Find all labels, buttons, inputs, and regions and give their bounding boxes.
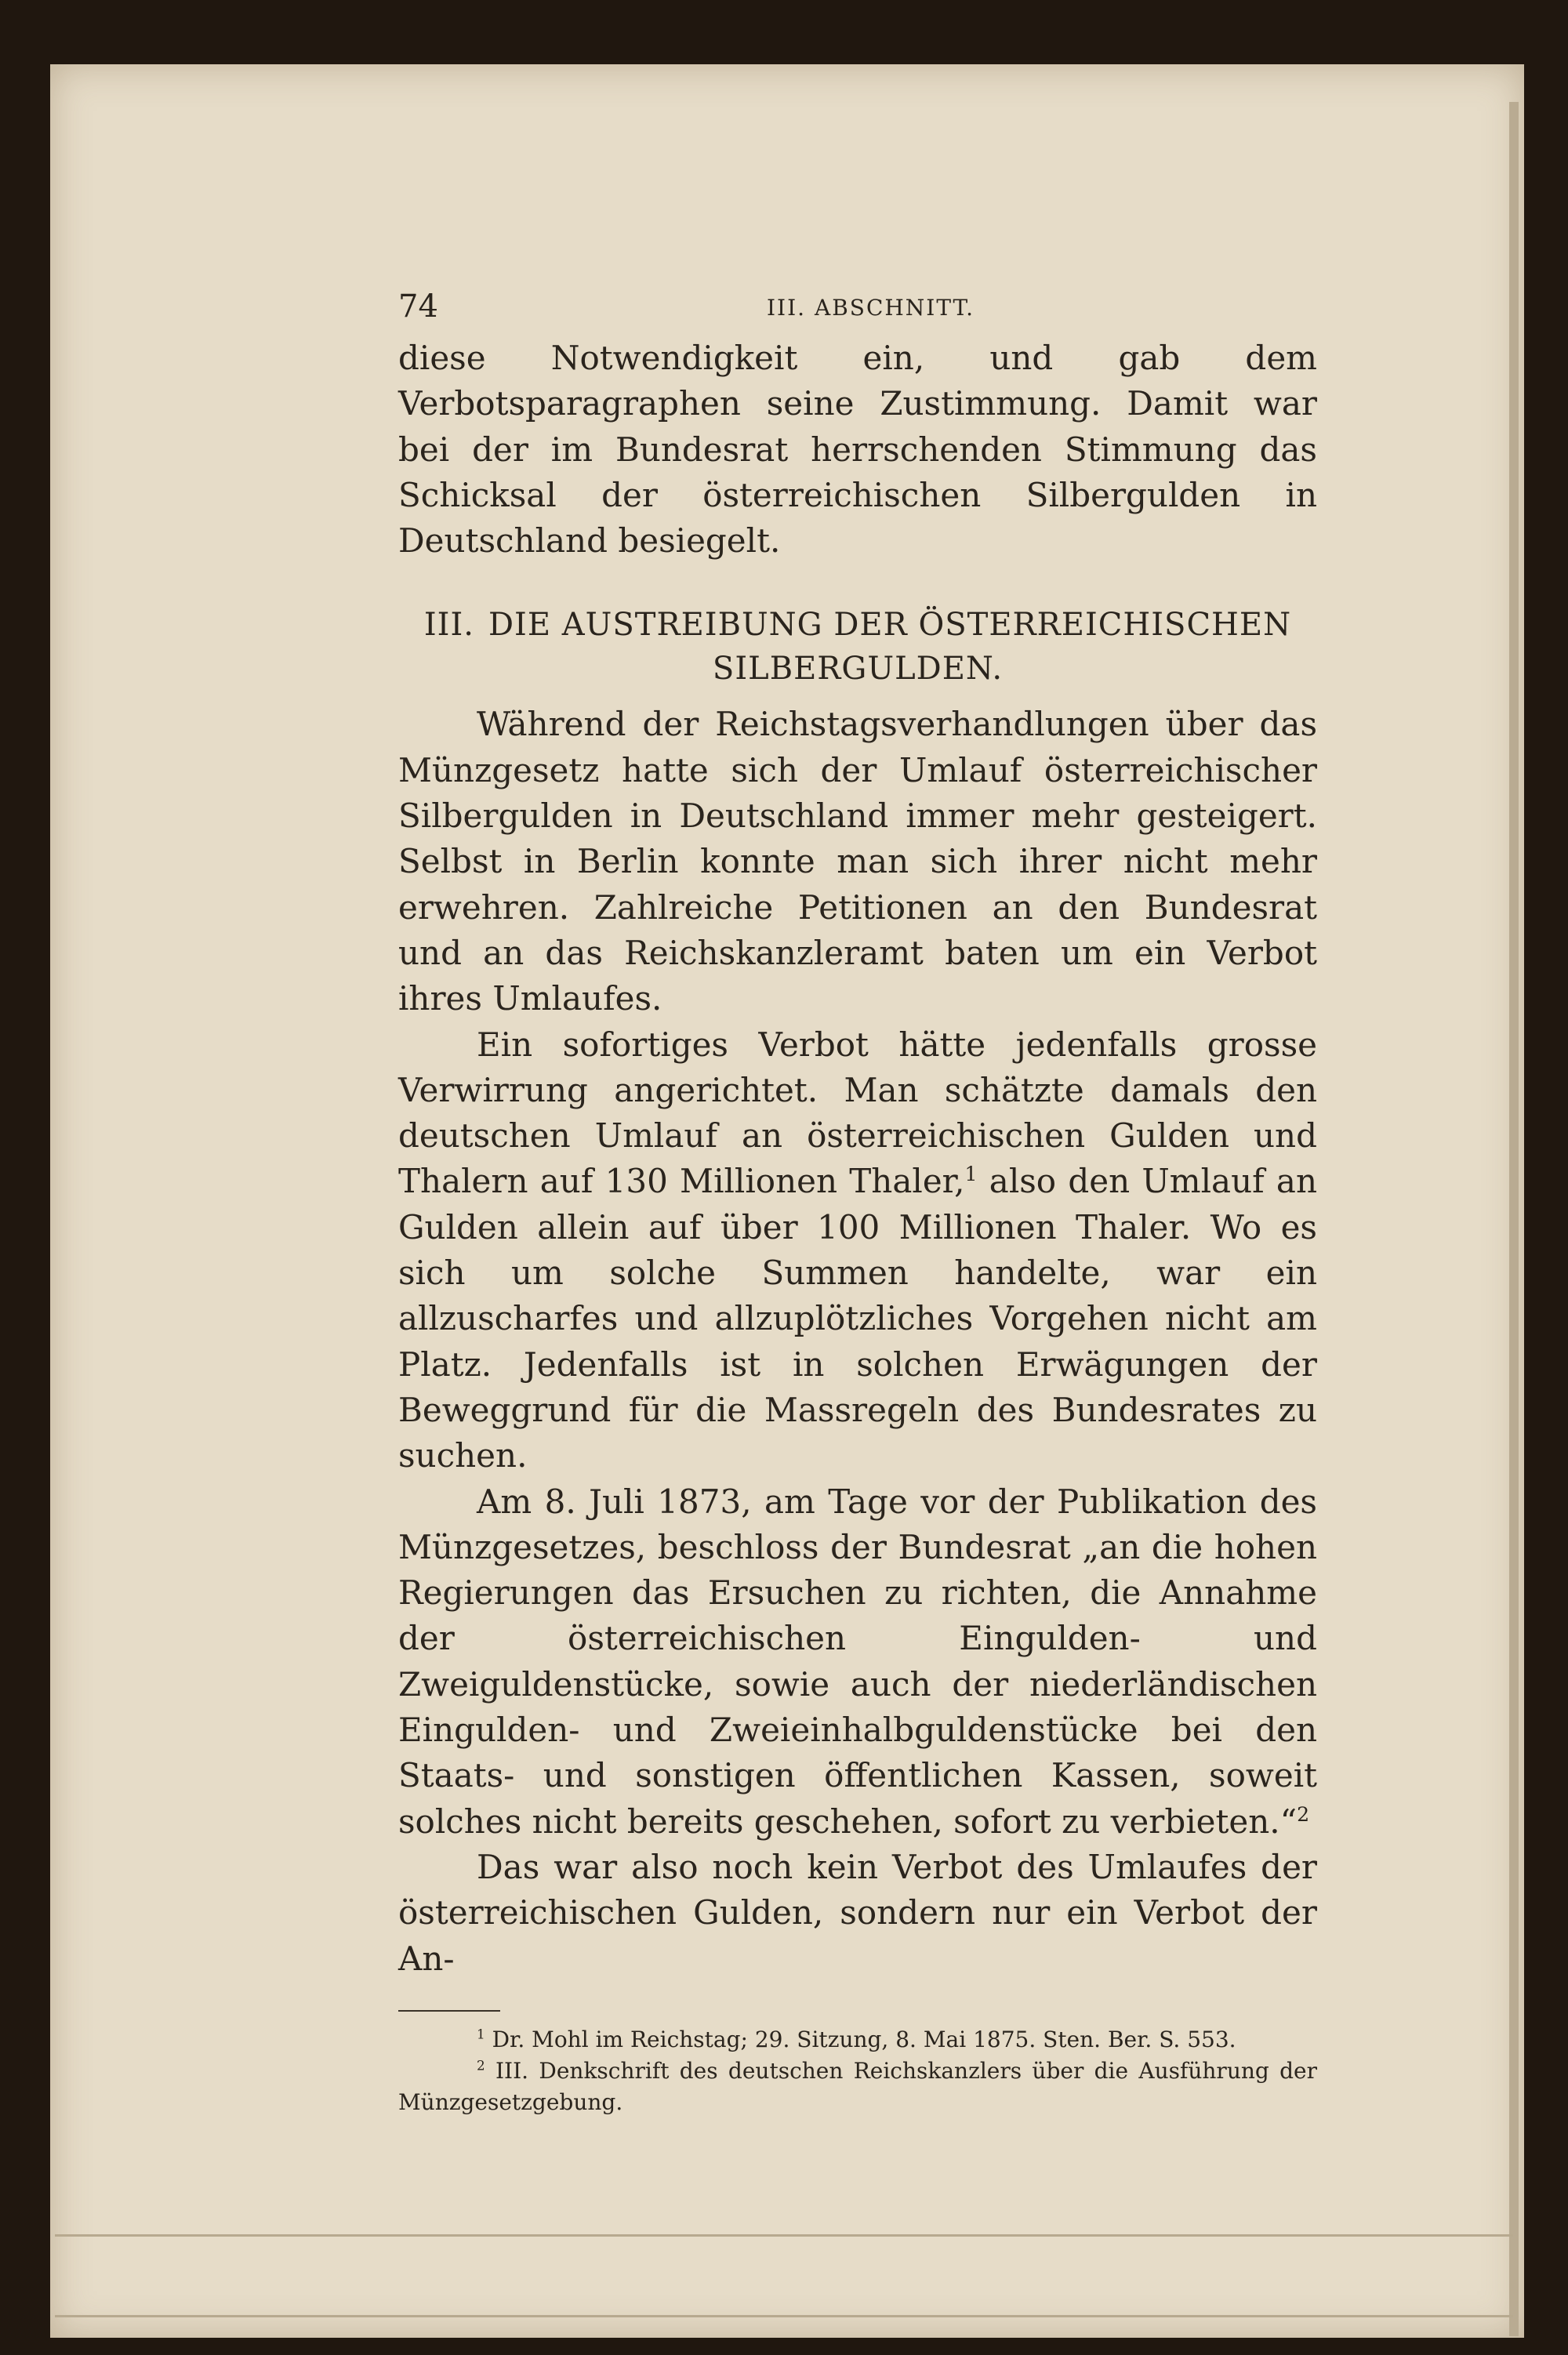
- footnote-marker-1: 1: [477, 2026, 485, 2042]
- footnote-2: [398, 2056, 1317, 2118]
- page-edge: [1509, 102, 1519, 2336]
- footnote-ref-2: 2: [1297, 1802, 1310, 1826]
- footnote-1-text: Dr. Mohl im Reichstag; 29. Sitzung, 8. Mai 1875. Sten. Ber. S. 553.: [492, 2026, 1236, 2052]
- section-number: III.: [423, 607, 474, 644]
- paragraph-2-text-b: also den Umlauf an Gulden allein auf über 100 Millionen Thaler. Wo es sich um solche Summen handelte, war ein allzuscharfes und allzuplötzliches Vorgehen nicht am Platz. Jedenfalls ist in solchen Erwägungen der Beweggrund für die Massregeln des Bundesrates zu suchen.: [398, 1162, 1318, 1475]
- running-head: III. ABSCHNITT.: [767, 295, 975, 321]
- footnote-1: [398, 2024, 1317, 2056]
- paragraph-4: Das war also noch kein Verbot des Umlaufes der österreichischen Gulden, sondern nur ein Verbot der An-: [398, 1847, 1317, 1978]
- footnote-marker-2: 2: [477, 2057, 485, 2074]
- paragraph-3-text: Am 8. Juli 1873, am Tage vor der Publikation des Münzgesetzes, beschloss der Bundesrat „an die hohen Regierungen das Ersuchen zu richten, die Annahme der österreichischen Eingulden- und Zweiguldenstücke, sowie auch der niederländischen Eingulden- und Zweieinhalbguldenstücke bei den Staats- und sonstigen öffentlichen Kassen, soweit solches nicht bereits geschehen, sofort zu verbieten.“: [398, 1482, 1317, 1841]
- section-title-line-2: SILBERGULDEN.: [712, 651, 1004, 688]
- paragraph-3: [398, 1479, 1317, 1845]
- page-number: 74: [398, 288, 438, 325]
- section-heading: [398, 603, 1317, 691]
- page-header: [398, 288, 1317, 336]
- paragraph-1: Während der Reichstagsverhandlungen über das Münzgesetz hatte sich der Umlauf österreichischer Silbergulden in Deutschland immer mehr gesteigert. Selbst in Berlin konnte man sich ihrer nicht mehr erwehren. Zahlreiche Petitionen an den Bundesrat und an das Reichskanzleramt baten um ein Verbot ihres Umlaufes.: [398, 705, 1317, 1018]
- footnote-2-text: III. Denkschrift des deutschen Reichskanzlers über die Ausführung der Münzgesetzgebung.: [398, 2057, 1317, 2115]
- paragraph-2: [398, 1022, 1317, 1479]
- paragraph-2-text-a: Ein sofortiges Verbot hätte jedenfalls grosse Verwirrung angerichtet. Man schätzte damals den deutschen Umlauf an österreichischen Gulden und Thalern auf 130 Millionen Thaler,: [398, 1025, 1317, 1201]
- text-block: [398, 288, 1317, 2118]
- footnote-rule: [398, 2010, 500, 2012]
- section-title-line-1: DIE AUSTREIBUNG DER ÖSTERREICHISCHEN: [488, 607, 1292, 644]
- page-stack-edge: [55, 2234, 1513, 2317]
- paragraph-continuation: diese Notwendigkeit ein, und gab dem Verbotsparagraphen seine Zustimmung. Damit war bei der im Bundesrat herrschenden Stimmung das Schicksal der österreichischen Silbergulden in Deutschland besiegelt.: [398, 339, 1317, 561]
- footnote-ref-1: 1: [964, 1163, 978, 1186]
